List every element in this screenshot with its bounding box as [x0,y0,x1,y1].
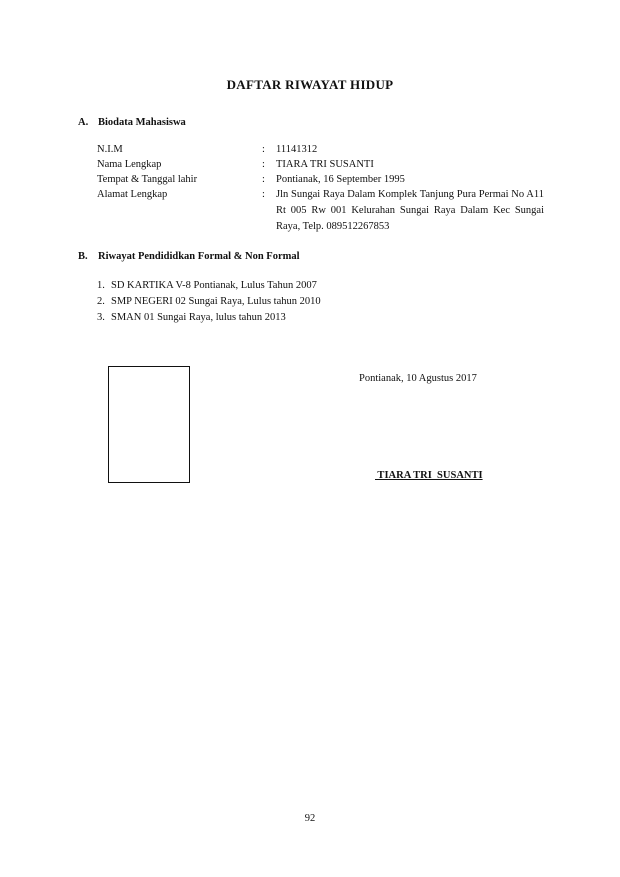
biodata-label: Alamat Lengkap [97,189,168,200]
education-number: 1. [97,280,105,291]
biodata-row-nim [97,142,547,157]
biodata-colon: : [262,159,265,170]
biodata-row-address [97,187,547,234]
biodata-label: Tempat & Tanggal lahir [97,174,198,185]
biodata-colon: : [262,174,265,185]
biodata-value: Pontianak, 16 September 1995 [276,174,405,185]
document-title: DAFTAR RIWAYAT HIDUP [226,77,394,92]
biodata-row-birth [97,172,547,187]
biodata-colon: : [262,189,265,200]
education-list [97,278,321,326]
biodata-label: Nama Lengkap [97,159,162,170]
section-a-letter: A. [78,117,89,128]
biodata-colon: : [262,144,265,155]
section-b-heading [78,251,300,262]
education-text: SMAN 01 Sungai Raya, lulus tahun 2013 [111,312,286,323]
section-a-heading [78,117,186,128]
signature-name: TIARA TRI SUSANTI [375,470,483,481]
page-number: 92 [304,813,316,824]
biodata-value: Jln Sungai Raya Dalam Komplek Tanjung Pura Permai No A11 Rt 005 Rw 001 Kelurahan Sungai Raya Dalam Kec Sungai Raya, Telp. 089512267853 [276,189,544,232]
education-item [97,310,321,326]
biodata-value: TIARA TRI SUSANTI [276,159,374,170]
biodata-table [97,142,547,234]
photo-placeholder [108,366,190,483]
biodata-row-name [97,157,547,172]
education-item [97,294,321,310]
biodata-value: 11141312 [276,144,318,155]
education-item [97,278,321,294]
section-b-title: Riwayat Pendididkan Formal & Non Formal [98,251,300,262]
place-date: Pontianak, 10 Agustus 2017 [359,373,477,384]
section-b-letter: B. [78,251,88,262]
education-text: SMP NEGERI 02 Sungai Raya, Lulus tahun 2010 [111,296,321,307]
education-text: SD KARTIKA V-8 Pontianak, Lulus Tahun 2007 [111,280,317,291]
section-a-title: Biodata Mahasiswa [98,117,186,128]
education-number: 2. [97,296,105,307]
education-number: 3. [97,312,105,323]
biodata-label: N.I.M [97,144,123,155]
